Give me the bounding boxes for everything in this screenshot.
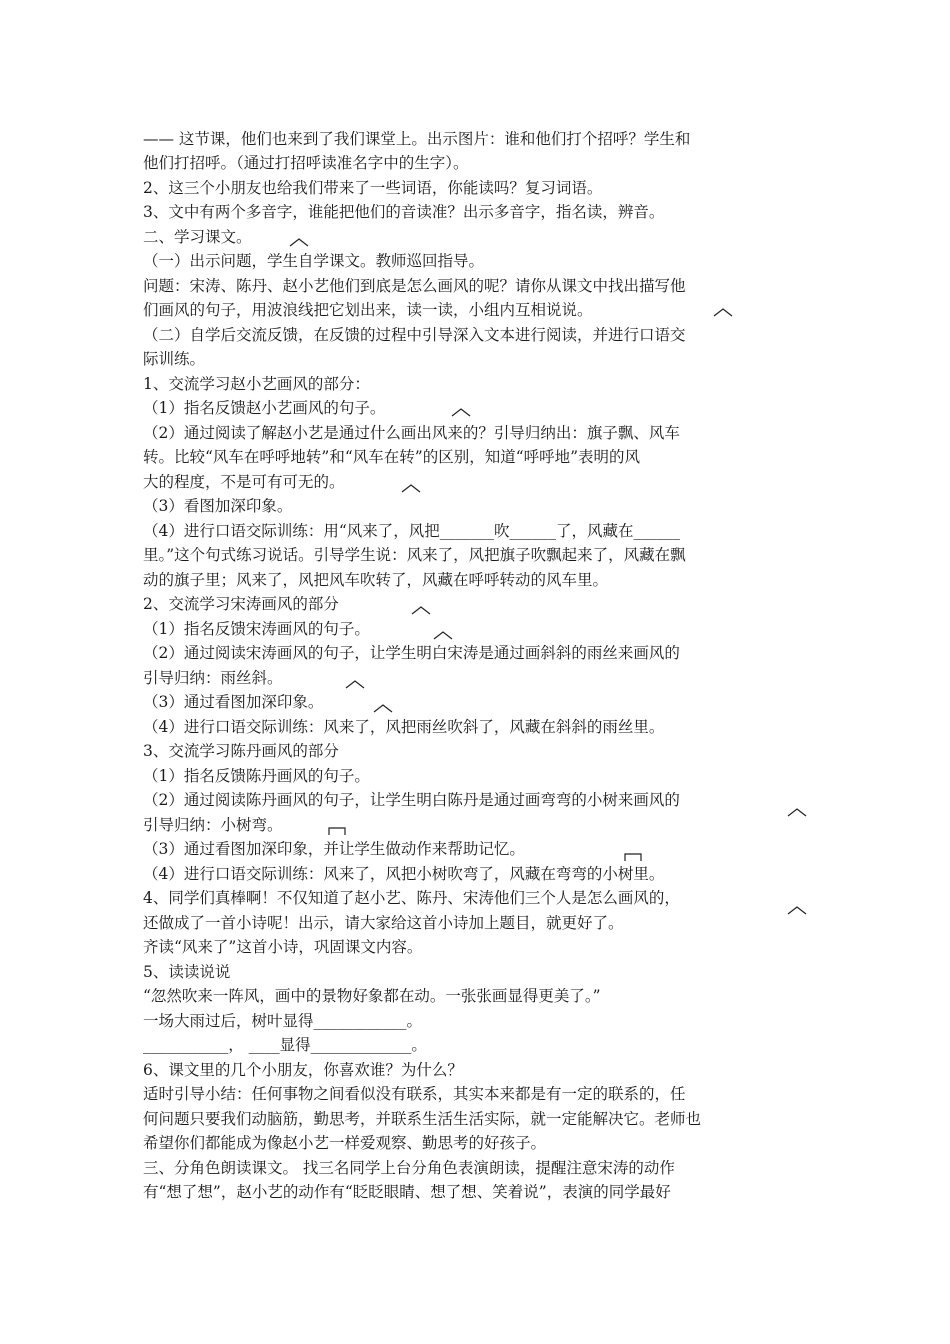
text-line: 6、课文里的几个小朋友，你喜欢谁？为什么？ xyxy=(143,1061,463,1079)
caret-mark-icon xyxy=(786,806,808,818)
text-line: ___________， ____显得_____________。 xyxy=(143,1036,427,1054)
caret-mark-icon xyxy=(344,678,366,690)
text-line: 们画风的句子，用波浪线把它划出来，读一读，小组内互相说说。 xyxy=(143,301,593,319)
text-line: 里。”这个句式练习说话。引导学生说：风来了，风把旗子吹飘起来了，风藏在飘 xyxy=(143,546,686,564)
text-line: 有“想了想”，赵小艺的动作有“眨眨眼睛、想了想、笑着说”，表演的同学最好 xyxy=(143,1183,671,1201)
caret-mark-icon xyxy=(400,482,422,494)
text-line: （1）指名反馈赵小艺画风的句子。 xyxy=(143,399,386,417)
text-line: 际训练。 xyxy=(143,350,206,368)
text-line: （二）自学后交流反馈，在反馈的过程中引导深入文本进行阅读，并进行口语交 xyxy=(143,326,686,344)
caret-mark-icon xyxy=(712,306,734,318)
text-line: （1）指名反馈宋涛画风的句子。 xyxy=(143,620,370,638)
text-line: （4）进行口语交际训练：风来了，风把小树吹弯了，风藏在弯弯的小树里。 xyxy=(143,865,665,883)
text-line: 转。比较“风车在呼呼地转”和“风车在转”的区别，知道“呼呼地”表明的风 xyxy=(143,448,641,466)
caret-mark-icon xyxy=(288,236,310,248)
text-line: 引导归纳：小树弯。 xyxy=(143,816,283,834)
text-line: （4）进行口语交际训练：风来了，风把雨丝吹斜了，风藏在斜斜的雨丝里。 xyxy=(143,718,665,736)
bracket-mark-icon xyxy=(622,850,644,862)
text-line: （3）通过看图加深印象，并让学生做动作来帮助记忆。 xyxy=(143,840,525,858)
text-line: 三、分角色朗读课文。 找三名同学上台分角色表演朗读，提醒注意宋涛的动作 xyxy=(143,1159,675,1177)
text-line: 问题：宋涛、陈丹、赵小艺他们到底是怎么画风的呢？请你从课文中找出描写他 xyxy=(143,277,686,295)
bracket-mark-icon xyxy=(326,824,348,836)
text-line: 一场大雨过后，树叶显得____________。 xyxy=(143,1012,423,1030)
text-line: —— 这节课，他们也来到了我们课堂上。出示图片：谁和他们打个招呼？学生和 xyxy=(143,130,691,148)
text-line: “忽然吹来一阵风，画中的景物好象都在动。一张张画显得更美了。” xyxy=(143,987,601,1005)
text-line: （2）通过阅读宋涛画风的句子，让学生明白宋涛是通过画斜斜的雨丝来画风的 xyxy=(143,644,680,662)
section-heading: 二、学习课文。 xyxy=(143,228,252,246)
text-line: （2）通过阅读了解赵小艺是通过什么画出风来的？引导归纳出：旗子飘、风车 xyxy=(143,424,680,442)
caret-mark-icon xyxy=(432,629,454,641)
text-line: 何问题只要我们动脑筋，勤思考，并联系生活生活实际，就一定能解决它。老师也 xyxy=(143,1110,702,1128)
text-line: 适时引导小结：任何事物之间看似没有联系，其实本来都是有一定的联系的，任 xyxy=(143,1085,686,1103)
text-line: （1）指名反馈陈丹画风的句子。 xyxy=(143,767,370,785)
text-line: 引导归纳：雨丝斜。 xyxy=(143,669,283,687)
text-line: （3）通过看图加深印象。 xyxy=(143,693,324,711)
text-line: 2、这三个小朋友也给我们带来了一些词语，你能读吗？复习词语。 xyxy=(143,179,603,197)
caret-mark-icon xyxy=(372,702,394,714)
text-line: （4）进行口语交际训练：用“风来了，风把_______吹______了，风藏在______ xyxy=(143,522,681,540)
caret-mark-icon xyxy=(450,406,472,418)
text-line: 4、同学们真棒啊！不仅知道了赵小艺、陈丹、宋涛他们三个人是怎么画风的， xyxy=(143,889,680,907)
text-line: （3）看图加深印象。 xyxy=(143,497,293,515)
text-line: 大的程度，不是可有可无的。 xyxy=(143,473,345,491)
text-line: 3、文中有两个多音字，谁能把他们的音读准？出示多音字，指名读，辨音。 xyxy=(143,203,665,221)
text-line: （一）出示问题，学生自学课文。教师巡回指导。 xyxy=(143,252,485,270)
text-line: 希望你们都能成为像赵小艺一样爱观察、勤思考的好孩子。 xyxy=(143,1134,547,1152)
text-line: 他们打招呼。（通过打招呼读准名字中的生字）。 xyxy=(143,154,469,172)
text-line: （2）通过阅读陈丹画风的句子，让学生明白陈丹是通过画弯弯的小树来画风的 xyxy=(143,791,680,809)
text-line: 3、交流学习陈丹画风的部分 xyxy=(143,742,339,760)
text-line: 5、读读说说 xyxy=(143,963,231,981)
text-line: 齐读“风来了”这首小诗，巩固课文内容。 xyxy=(143,938,423,956)
text-line: 2、交流学习宋涛画风的部分 xyxy=(143,595,339,613)
caret-mark-icon xyxy=(410,604,432,616)
text-line: 还做成了一首小诗呢！出示，请大家给这首小诗加上题目，就更好了。 xyxy=(143,914,624,932)
caret-mark-icon xyxy=(786,904,808,916)
text-line: 动的旗子里；风来了，风把风车吹转了，风藏在呼呼转动的风车里。 xyxy=(143,571,609,589)
text-line: 1、交流学习赵小艺画风的部分： xyxy=(143,375,370,393)
